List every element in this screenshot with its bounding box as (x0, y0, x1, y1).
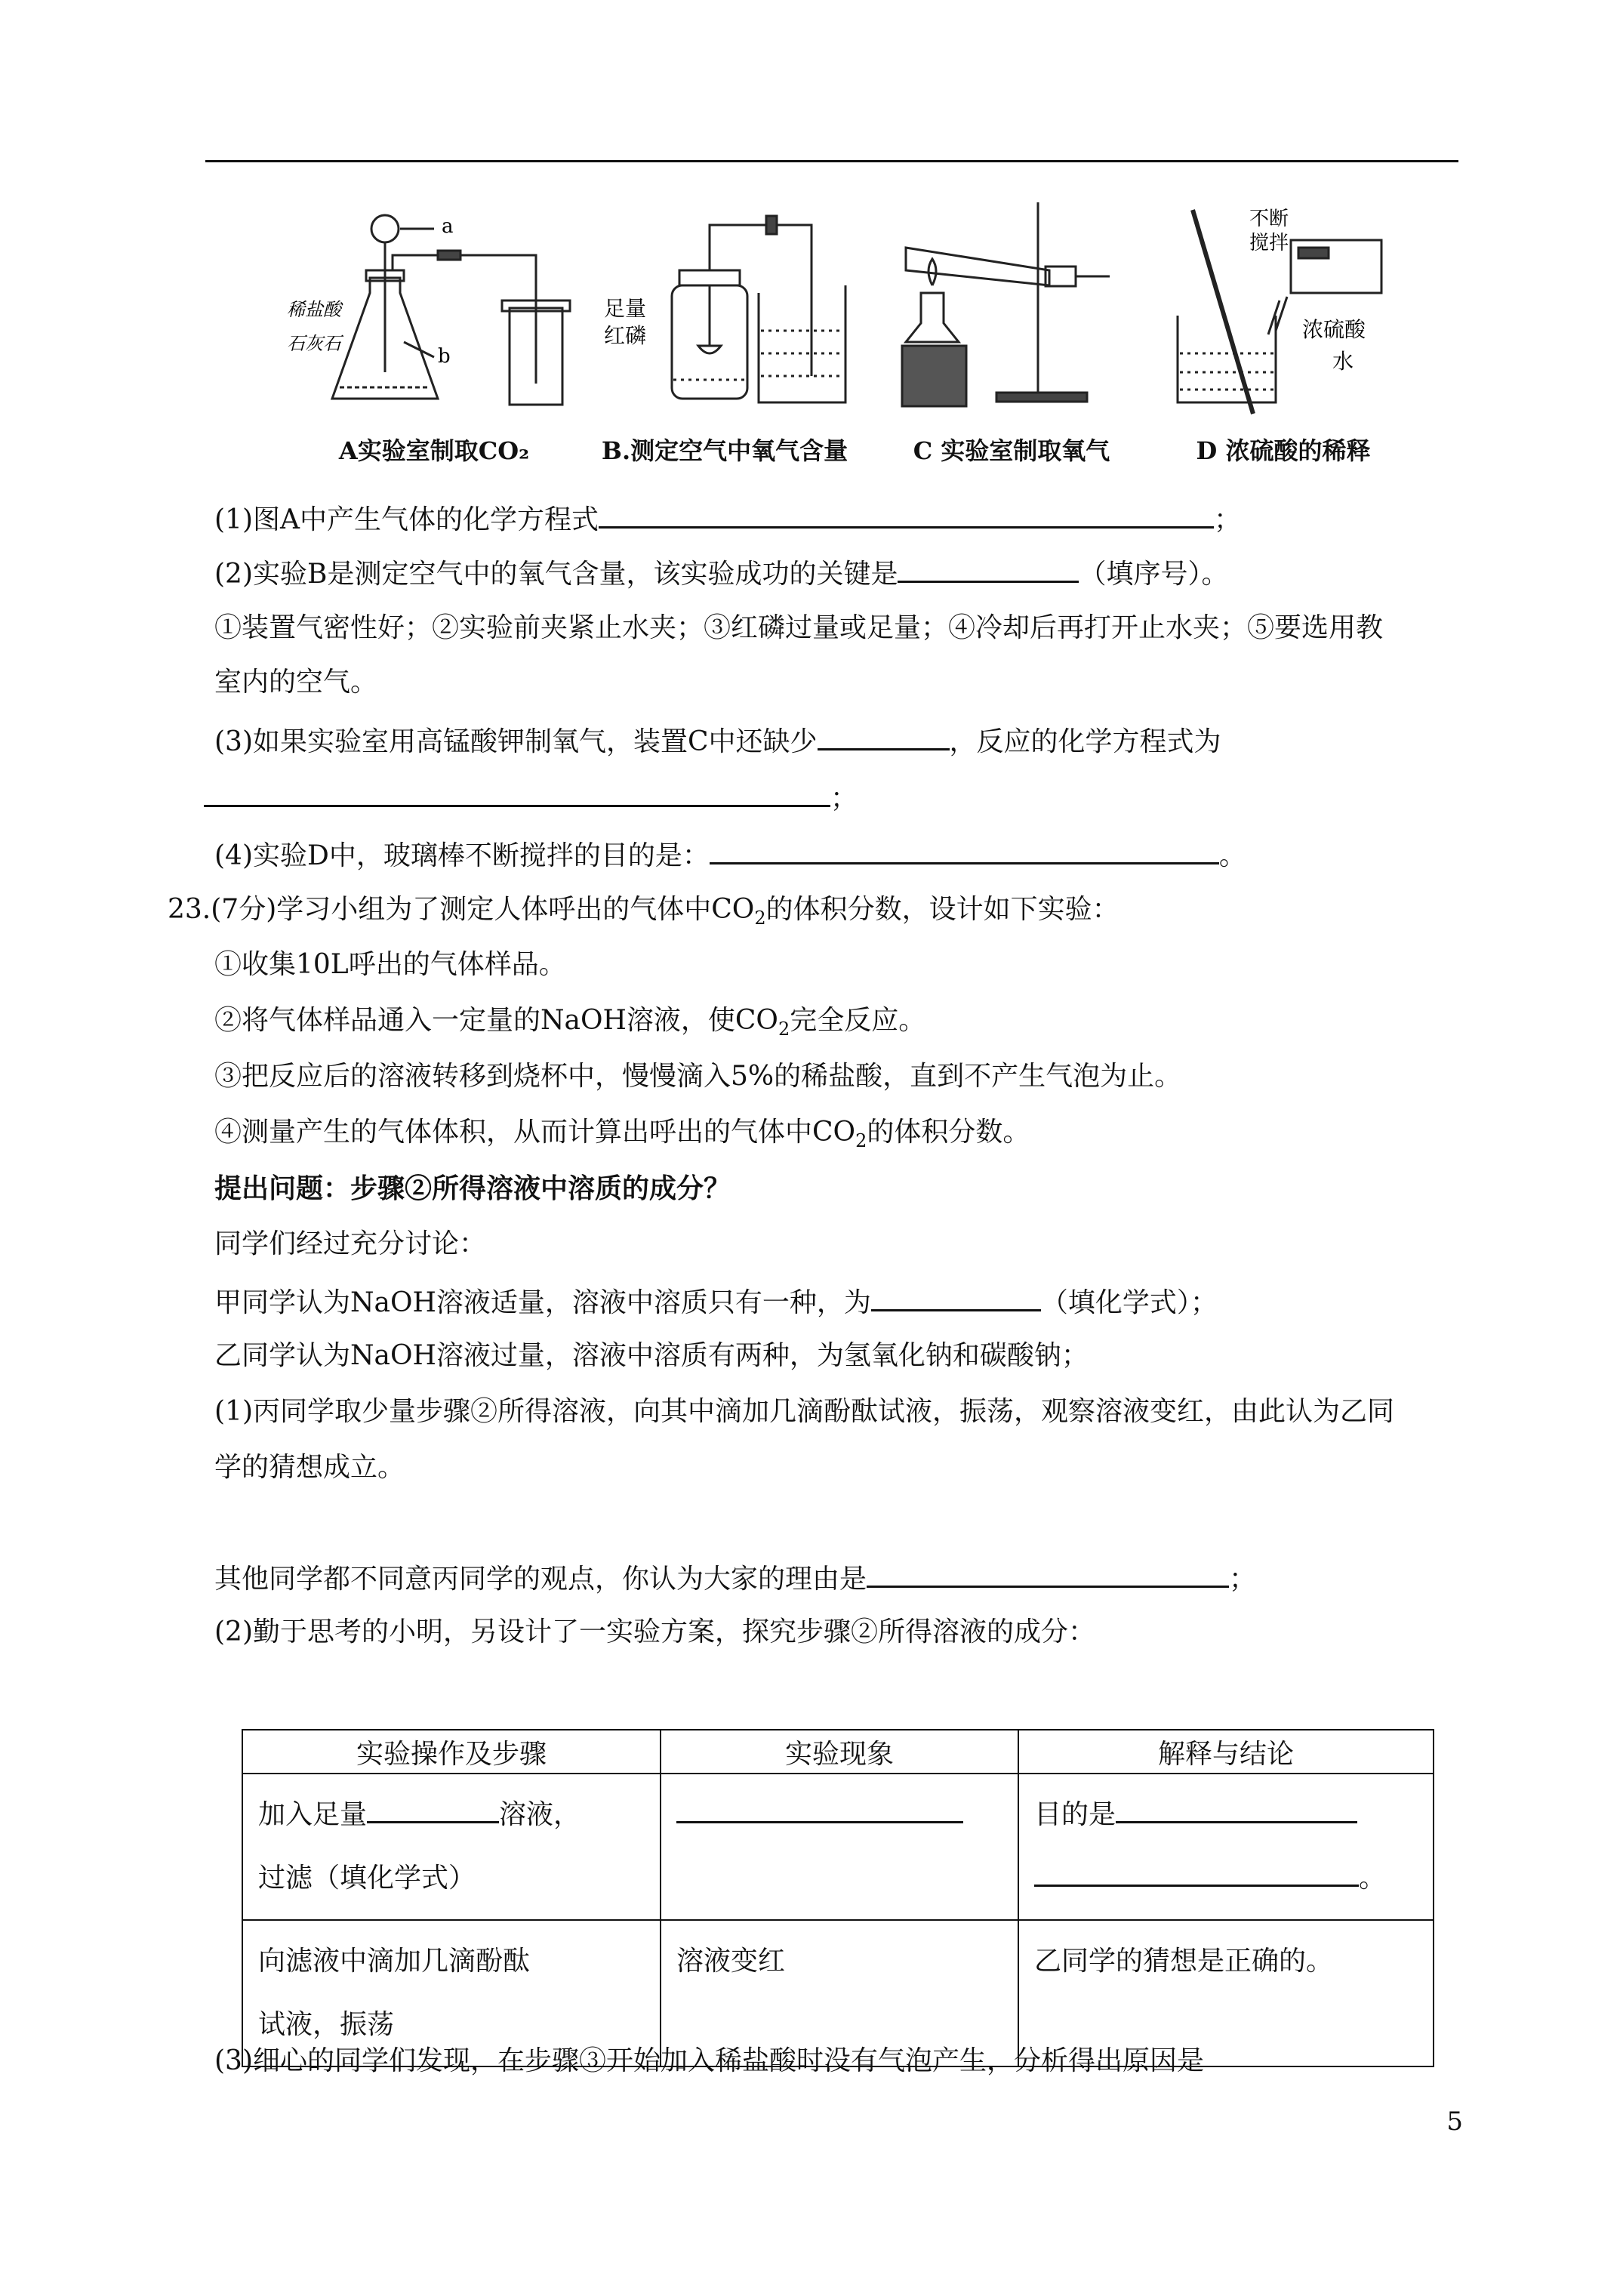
label-acid: 稀盐酸 (287, 299, 341, 320)
q23-jia-text: 甲同学认为NaOH溶液适量，溶液中溶质只有一种，为 (214, 1287, 871, 1318)
page-number: 5 (1446, 2106, 1463, 2137)
figure-c-caption: C 实验室制取氧气 (913, 436, 1110, 465)
label-stir-2: 搅拌 (1249, 232, 1289, 254)
q22-p3-text: (3)如果实验室用高锰酸钾制氧气，装置C中还缺少 (214, 726, 818, 757)
row1-op-blank[interactable] (367, 1795, 499, 1823)
figure-a (287, 195, 581, 467)
q22-options-line2: 室内的空气。 (214, 667, 378, 698)
label-acid-d: 浓硫酸 (1302, 317, 1366, 342)
q23-head-text: 23.(7分)学习小组为了测定人体呼出的气体中CO (168, 894, 755, 925)
q23-step1: ①收集10L呼出的气体样品。 (214, 949, 566, 980)
q23-reason (214, 1560, 1256, 1596)
q23-jia-end: （填化学式）； (1040, 1287, 1218, 1318)
row2-phenomenon: 溶液变红 (661, 1920, 1018, 2066)
q23-s4-text2: 的体积分数。 (867, 1117, 1030, 1148)
label-water: 水 (1332, 349, 1354, 374)
q22-part3-equation (204, 779, 858, 815)
row1-op-text: 加入足量 (258, 1799, 368, 1830)
q22-p3-blank1[interactable] (818, 723, 950, 750)
figure-a-apparatus (287, 195, 581, 429)
label-a: a (442, 215, 454, 238)
q23-jia (214, 1284, 1218, 1320)
label-stone: 石灰石 (287, 333, 341, 354)
label-phosphorus-2: 红磷 (604, 323, 647, 348)
row1-conclusion (1018, 1774, 1434, 1920)
q23-part1-line1: (1)丙同学取少量步骤②所得溶液，向其中滴加几滴酚酞试液，振荡，观察溶液变红，由此认为乙同 (214, 1396, 1394, 1427)
q23-part1-line2: 学的猜想成立。 (214, 1452, 405, 1483)
table-header-row (242, 1730, 1434, 1774)
q22-options-line1: ①装置气密性好；②实验前夹紧止水夹；③红磷过量或足量；④冷却后再打开止水夹；⑤要选用教 (214, 612, 1384, 643)
q23-head-sub: 2 (754, 908, 766, 929)
figure-b-caption: B.测定空气中氧气含量 (601, 436, 848, 465)
q23-reason-text: 其他同学都不同意丙同学的观点，你认为大家的理由是 (214, 1564, 867, 1595)
q23-yi: 乙同学认为NaOH溶液过量，溶液中溶质有两种，为氢氧化钠和碳酸钠； (214, 1340, 1089, 1371)
figure-c (876, 195, 1147, 467)
row1-operation (242, 1774, 661, 1920)
row1-phenomenon-blank[interactable] (676, 1795, 963, 1823)
q22-p2-end: （填序号）。 (1079, 559, 1229, 590)
q23-jia-blank[interactable] (871, 1284, 1041, 1311)
row2-conclusion: 乙同学的猜想是正确的。 (1018, 1920, 1434, 2066)
q23-problem: 提出问题：步骤②所得溶液中溶质的成分？ (214, 1173, 731, 1204)
figure-c-apparatus (876, 195, 1147, 429)
q23-s4-text: ④测量产生的气体体积，从而计算出呼出的气体中CO (214, 1117, 856, 1148)
row1-op-text3: 过滤（填化学式） (258, 1863, 476, 1894)
figure-b (589, 195, 861, 467)
q23-s4-sub: 2 (855, 1130, 867, 1152)
q22-p1-text: (1)图A中产生气体的化学方程式 (214, 504, 599, 535)
q23-s2-sub: 2 (778, 1019, 790, 1040)
q22-p4-text: (4)实验D中，玻璃棒不断搅拌的目的是： (214, 840, 710, 871)
figure-d (1147, 195, 1419, 467)
q22-p4-end: 。 (1218, 840, 1246, 871)
q23-step4 (214, 1116, 1030, 1157)
q23-s2-text: ②将气体样品通入一定量的NaOH溶液，使CO (214, 1005, 778, 1036)
row2-op-text2: 试液，振荡 (258, 2009, 395, 2040)
row1-op-text2: 溶液， (499, 1799, 581, 1830)
q22-p4-blank[interactable] (710, 837, 1219, 864)
q22-p3-blank2[interactable] (204, 779, 830, 807)
row1-phenomenon (661, 1774, 1018, 1920)
q23-heading (168, 893, 1119, 935)
q22-p3-text2: ，反应的化学方程式为 (949, 726, 1221, 757)
figure-a-caption: A实验室制取CO₂ (338, 436, 530, 465)
q22-part1 (214, 501, 1241, 537)
label-stir-1: 不断 (1249, 208, 1289, 230)
q23-part2: (2)勤于思考的小明，另设计了一实验方案，探究步骤②所得溶液的成分： (214, 1616, 1095, 1647)
table-header-operation: 实验操作及步骤 (242, 1730, 661, 1774)
table-row (242, 1774, 1434, 1920)
row2-op-text: 向滤液中滴加几滴酚酞 (258, 1946, 531, 1977)
q22-p1-end: ； (1214, 504, 1242, 535)
q23-s2-text2: 完全反应。 (790, 1005, 926, 1036)
figure-b-apparatus (589, 195, 861, 429)
table-header-conclusion: 解释与结论 (1018, 1730, 1434, 1774)
label-b: b (438, 345, 451, 368)
experiment-table (242, 1729, 1434, 2067)
q23-reason-end: ； (1229, 1564, 1257, 1595)
q22-p2-text: (2)实验B是测定空气中的氧气含量，该实验成功的关键是 (214, 559, 898, 590)
q22-part3 (214, 723, 1221, 759)
q23-step3: ③把反应后的溶液转移到烧杯中，慢慢滴入5%的稀盐酸，直到不产生气泡为止。 (214, 1061, 1182, 1092)
q22-p3-end: ； (830, 783, 858, 814)
row1-con-blank1[interactable] (1116, 1795, 1357, 1823)
row1-con-blank2[interactable] (1034, 1859, 1359, 1887)
q23-part3: (3)细心的同学们发现，在步骤③开始加入稀盐酸时没有气泡产生，分析得出原因是 (214, 2045, 1204, 2076)
row1-con-end: 。 (1359, 1863, 1387, 1894)
figure-d-apparatus (1147, 195, 1419, 429)
q23-discuss: 同学们经过充分讨论： (214, 1228, 487, 1259)
q22-part2 (214, 555, 1228, 591)
q23-reason-blank[interactable] (867, 1560, 1229, 1588)
label-phosphorus-1: 足量 (604, 296, 647, 321)
table-header-phenomenon: 实验现象 (661, 1730, 1018, 1774)
q22-p1-blank[interactable] (599, 501, 1214, 529)
apparatus-figures (287, 195, 1434, 467)
q23-head-text2: 的体积分数，设计如下实验： (765, 894, 1119, 925)
figure-d-caption: D 浓硫酸的稀释 (1196, 436, 1371, 465)
row1-con-text: 目的是 (1034, 1799, 1116, 1830)
q22-p2-blank[interactable] (898, 555, 1079, 583)
header-rule (205, 160, 1458, 162)
q23-step2 (214, 1004, 925, 1046)
q22-part4 (214, 837, 1246, 873)
